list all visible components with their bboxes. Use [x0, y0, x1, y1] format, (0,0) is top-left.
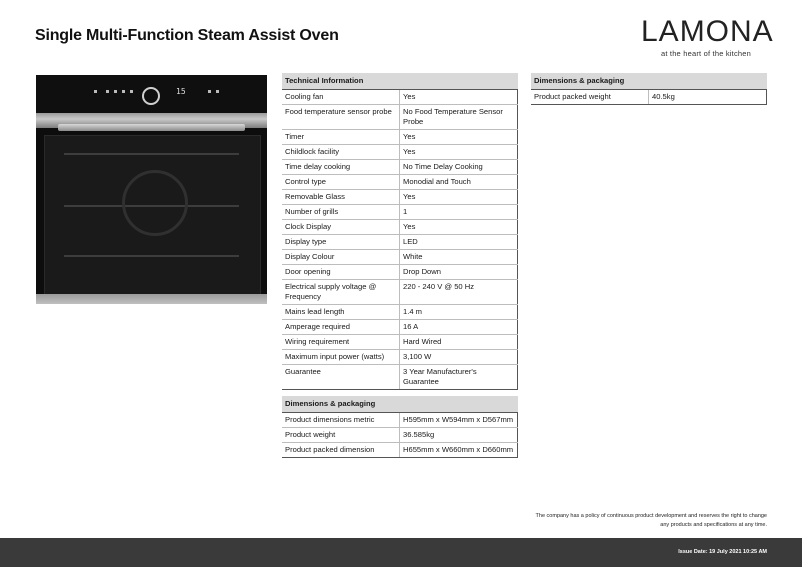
- technical-table: [282, 73, 518, 390]
- spec-label: Timer: [282, 130, 400, 145]
- product-image: [36, 75, 267, 304]
- control-button: [106, 90, 109, 93]
- issue-date: Issue Date: 19 July 2021 10:25 AM: [678, 549, 767, 555]
- spec-value: H655mm x W660mm x D660mm: [400, 443, 518, 458]
- table-row: [282, 320, 518, 335]
- brand-tagline: at the heart of the kitchen: [660, 49, 752, 58]
- spec-value: 3 Year Manufacturer's Guarantee: [400, 365, 518, 390]
- technical-heading: Technical Information: [282, 73, 518, 90]
- spec-label: Time delay cooking: [282, 160, 400, 175]
- spec-value: Yes: [400, 90, 518, 105]
- spec-value: 1.4 m: [400, 305, 518, 320]
- spec-label: Electrical supply voltage @ Frequency: [282, 280, 400, 305]
- brand-name: LAMONA: [641, 15, 774, 48]
- spec-value: Yes: [400, 220, 518, 235]
- spec-label: Control type: [282, 175, 400, 190]
- oven-display: 15: [176, 87, 186, 96]
- table-row: [282, 175, 518, 190]
- brand-logo: [641, 15, 774, 58]
- spec-value: LED: [400, 235, 518, 250]
- table-row: [282, 428, 518, 443]
- spec-label: Amperage required: [282, 320, 400, 335]
- spec-value: Yes: [400, 130, 518, 145]
- dimensions-right-heading: Dimensions & packaging: [531, 73, 767, 90]
- spec-label: Maximum input power (watts): [282, 350, 400, 365]
- spec-value: Yes: [400, 145, 518, 160]
- spec-label: Mains lead length: [282, 305, 400, 320]
- spec-value: White: [400, 250, 518, 265]
- control-knob: [142, 87, 160, 105]
- spec-value: 220 - 240 V @ 50 Hz: [400, 280, 518, 305]
- table-row: [282, 265, 518, 280]
- spec-value: Monodial and Touch: [400, 175, 518, 190]
- dimensions-heading: Dimensions & packaging: [282, 396, 518, 413]
- table-row: [282, 145, 518, 160]
- spec-value: 36.585kg: [400, 428, 518, 443]
- table-row: [282, 90, 518, 105]
- bottom-band: [36, 294, 267, 304]
- spec-value: No Time Delay Cooking: [400, 160, 518, 175]
- table-row: [282, 235, 518, 250]
- spec-label: Number of grills: [282, 205, 400, 220]
- dimensions-table: [282, 396, 518, 458]
- spec-label: Door opening: [282, 265, 400, 280]
- spec-label: Product packed dimension: [282, 443, 400, 458]
- table-row: [282, 220, 518, 235]
- oven-rack: [64, 255, 239, 257]
- spec-value: 16 A: [400, 320, 518, 335]
- spec-value: 40.5kg: [649, 90, 767, 105]
- table-row: [282, 160, 518, 175]
- oven-rack: [64, 153, 239, 155]
- table-row: [282, 413, 518, 428]
- dimensions-right-table: [531, 73, 767, 105]
- table-row: [282, 250, 518, 265]
- table-row: [282, 305, 518, 320]
- spec-label: Product dimensions metric: [282, 413, 400, 428]
- control-button: [94, 90, 97, 93]
- spec-value: Drop Down: [400, 265, 518, 280]
- spec-label: Guarantee: [282, 365, 400, 390]
- spec-label: Product weight: [282, 428, 400, 443]
- spec-label: Display type: [282, 235, 400, 250]
- spec-value: 3,100 W: [400, 350, 518, 365]
- table-row: [282, 190, 518, 205]
- footer-bar: [0, 538, 802, 567]
- spec-label: Food temperature sensor probe: [282, 105, 400, 130]
- table-row: [282, 350, 518, 365]
- spec-value: No Food Temperature Sensor Probe: [400, 105, 518, 130]
- table-row: [531, 90, 767, 105]
- table-row: [282, 335, 518, 350]
- footer-note: The company has a policy of continuous product development and reserves the right to change any products and specifications at any time.: [535, 513, 767, 528]
- spec-label: Removable Glass: [282, 190, 400, 205]
- control-button: [216, 90, 219, 93]
- table-row: [282, 205, 518, 220]
- control-button: [208, 90, 211, 93]
- table-row: [282, 280, 518, 305]
- spec-label: Display Colour: [282, 250, 400, 265]
- door-handle: [58, 124, 245, 131]
- spec-label: Product packed weight: [531, 90, 649, 105]
- control-button: [130, 90, 133, 93]
- spec-label: Childlock facility: [282, 145, 400, 160]
- spec-value: 1: [400, 205, 518, 220]
- table-row: [282, 365, 518, 390]
- table-row: [282, 130, 518, 145]
- spec-value: Yes: [400, 190, 518, 205]
- control-button: [122, 90, 125, 93]
- table-row: [282, 443, 518, 458]
- spec-label: Clock Display: [282, 220, 400, 235]
- spec-value: H595mm x W594mm x D567mm: [400, 413, 518, 428]
- table-row: [282, 105, 518, 130]
- control-button: [114, 90, 117, 93]
- spec-value: Hard Wired: [400, 335, 518, 350]
- oven-fan: [122, 170, 188, 236]
- spec-label: Wiring requirement: [282, 335, 400, 350]
- spec-label: Cooling fan: [282, 90, 400, 105]
- page-title: Single Multi-Function Steam Assist Oven: [35, 27, 339, 44]
